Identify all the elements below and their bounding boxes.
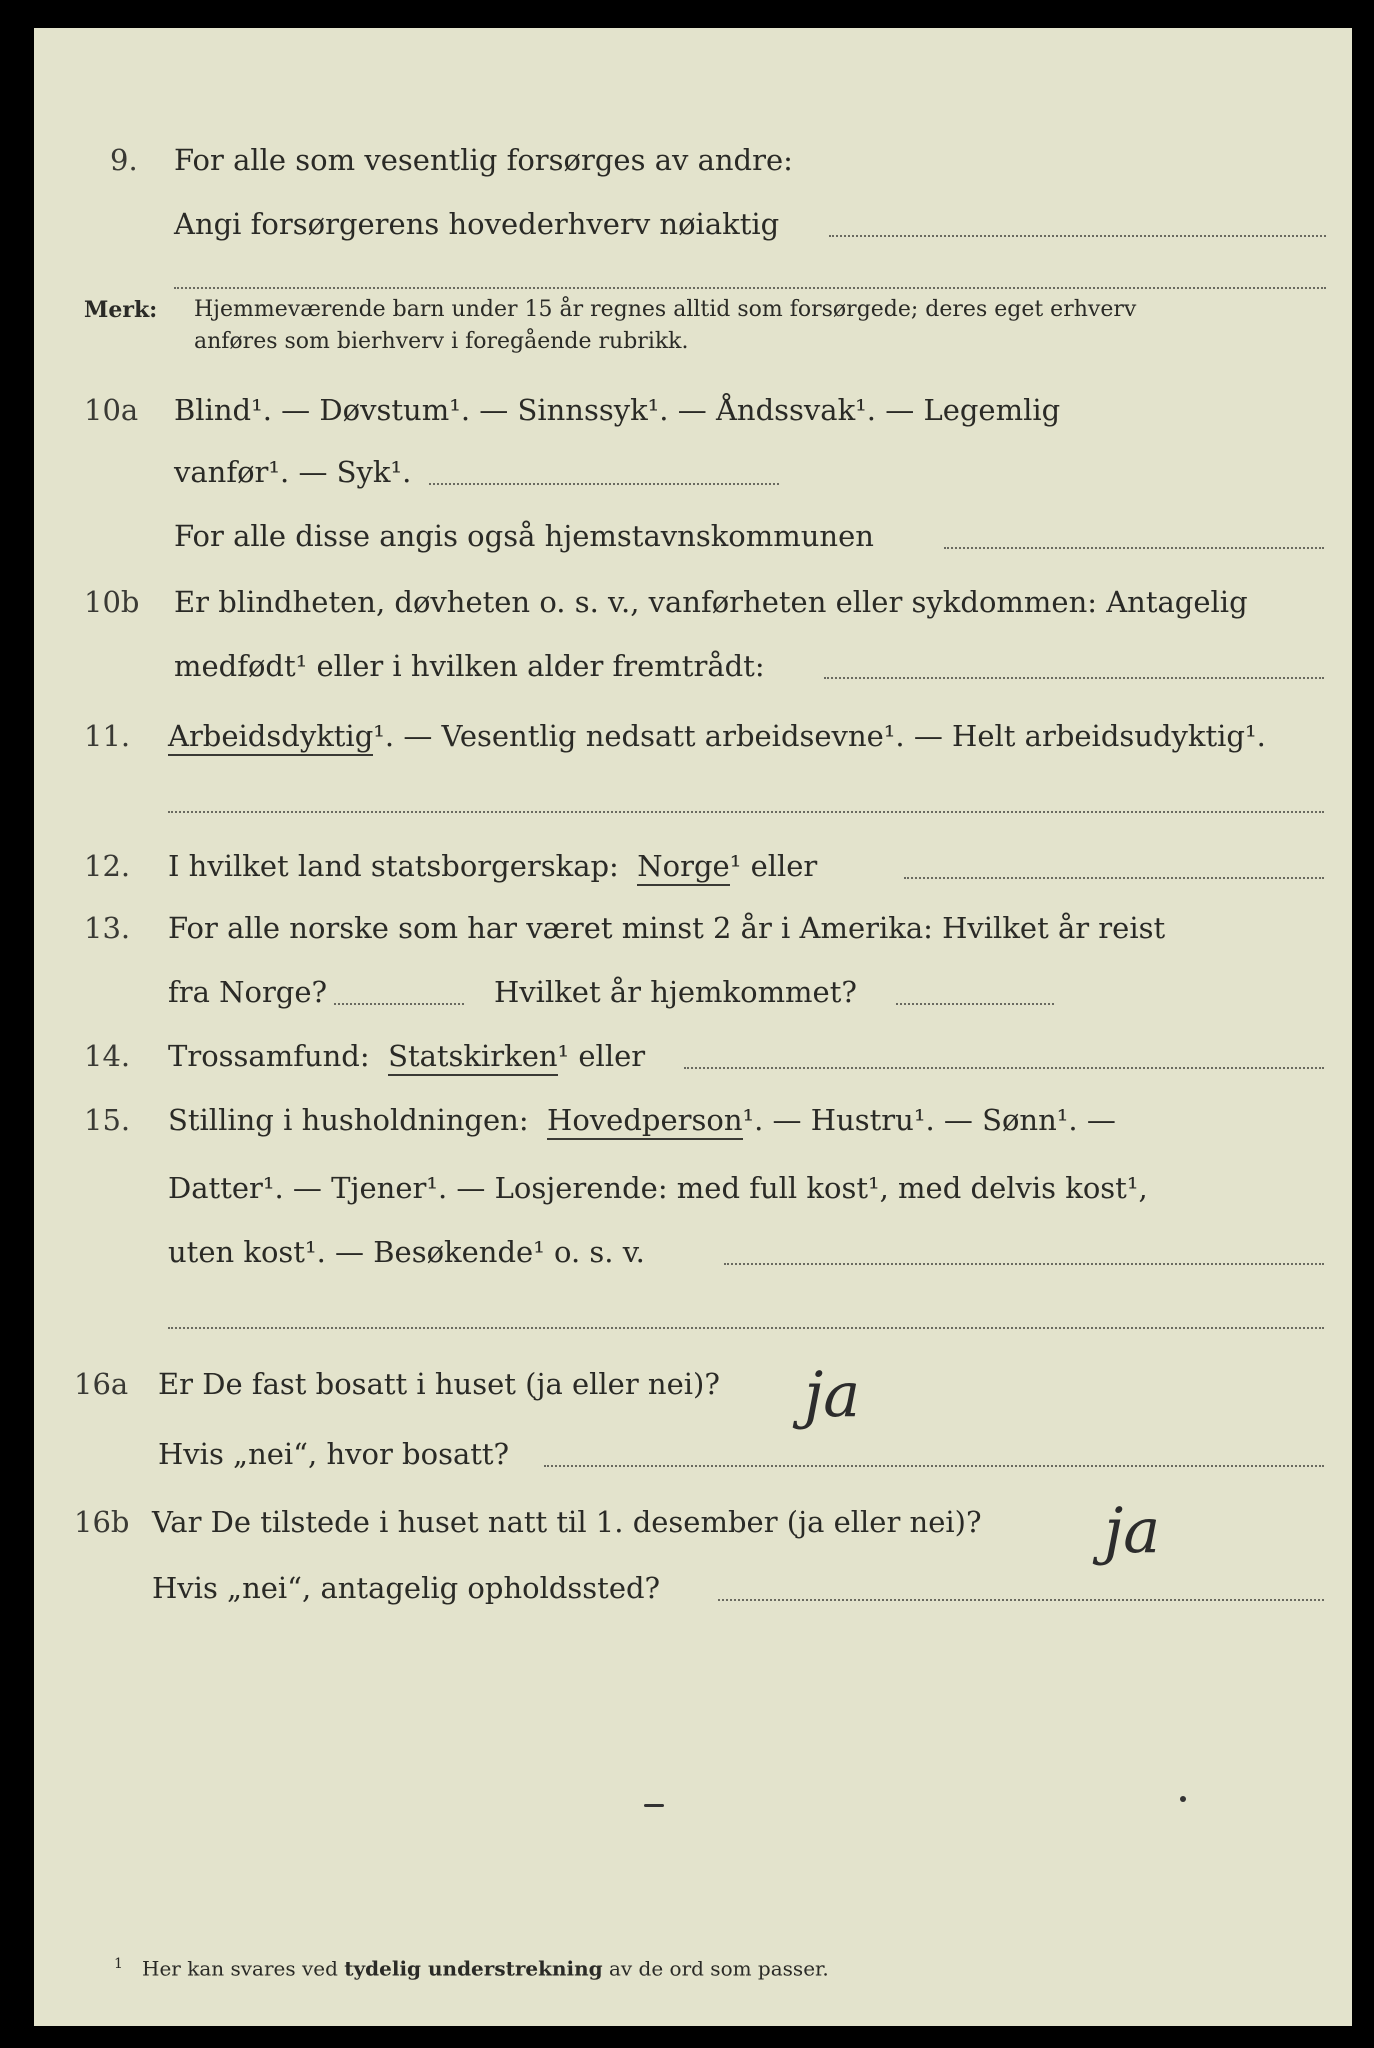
question-text: Hvis „nei“, antagelig opholdssted? <box>152 1571 661 1605</box>
question-number: 12. <box>84 849 131 883</box>
question-text: Er De fast bosatt i huset (ja eller nei)? <box>158 1367 720 1401</box>
footnote-text: Her kan svares ved <box>142 1956 338 1981</box>
question-text-rest: ¹. — Vesentlig nedsatt arbeidsevne¹. — Helt arbeidsudyktig¹. <box>373 719 1266 753</box>
question-number: 16b <box>74 1505 130 1539</box>
question-number: 11. <box>84 719 131 753</box>
footnote-mark: 1 <box>114 1956 123 1972</box>
answer-line[interactable] <box>334 1002 464 1005</box>
question-text: For alle disse angis også hjemstavnskommunen <box>174 519 874 553</box>
underlined-answer: Hovedperson <box>547 1103 742 1140</box>
merk-text: Hjemmeværende barn under 15 år regnes alltid som forsørgede; deres eget erhverv <box>194 297 1137 322</box>
question-text-pre: I hvilket land statsborgerskap: <box>168 849 619 883</box>
question-number: 15. <box>84 1103 131 1137</box>
question-text-pre: Stilling i husholdningen: <box>168 1103 529 1137</box>
question-number: 10a <box>84 393 139 427</box>
answer-line[interactable] <box>684 1066 1324 1069</box>
question-text-post: ¹ eller <box>729 849 818 883</box>
footnote-text: av de ord som passer. <box>608 1956 829 1981</box>
question-number: 13. <box>84 911 131 945</box>
answer-line[interactable] <box>718 1598 1324 1601</box>
answer-line[interactable] <box>896 1002 1054 1005</box>
ink-speck <box>644 1804 664 1807</box>
question-text: Hvilket år hjemkommet? <box>494 975 857 1009</box>
question-number: 16a <box>74 1367 129 1401</box>
footnote <box>114 1956 829 1981</box>
question-number: 9. <box>110 143 138 177</box>
question-text: Datter¹. — Tjener¹. — Losjerende: med full kost¹, med delvis kost¹, <box>168 1171 1148 1205</box>
answer-line[interactable] <box>944 546 1324 549</box>
question-text <box>168 1100 1116 1140</box>
merk-text: anføres som bierhverv i foregående rubrikk. <box>194 329 689 354</box>
question-text <box>168 846 817 886</box>
question-text: uten kost¹. — Besøkende¹ o. s. v. <box>168 1235 645 1269</box>
question-text: Blind¹. — Døvstum¹. — Sinnssyk¹. — Åndssvak¹. — Legemlig <box>174 393 1061 427</box>
handwritten-answer: ja <box>1104 1494 1161 1567</box>
answer-line[interactable] <box>904 876 1324 879</box>
merk-label: Merk: <box>84 297 158 323</box>
census-form-page <box>34 28 1352 2026</box>
question-number: 10b <box>84 585 140 619</box>
question-number: 14. <box>84 1039 131 1073</box>
question-text: Var De tilstede i huset natt til 1. desember (ja eller nei)? <box>152 1505 982 1539</box>
ink-speck <box>1180 1796 1186 1802</box>
question-text: vanfør¹. — Syk¹. <box>174 455 412 489</box>
answer-line[interactable] <box>429 482 779 485</box>
question-text: Hvis „nei“, hvor bosatt? <box>158 1437 510 1471</box>
answer-line[interactable] <box>174 286 1326 289</box>
handwritten-answer: ja <box>804 1358 861 1431</box>
question-text: medfødt¹ eller i hvilken alder fremtrådt: <box>174 649 765 683</box>
question-text: fra Norge? <box>168 975 328 1009</box>
question-text <box>168 716 1266 756</box>
question-text <box>168 1036 645 1076</box>
underlined-answer: Statskirken <box>388 1039 557 1076</box>
question-text: Er blindheten, døvheten o. s. v., vanførheten eller sykdommen: Antagelig <box>174 585 1248 619</box>
question-text-post: ¹. — Hustru¹. — Sønn¹. — <box>742 1103 1116 1137</box>
answer-line[interactable] <box>544 1464 1324 1467</box>
answer-line[interactable] <box>168 810 1324 813</box>
underlined-answer: Arbeidsdyktig <box>168 719 373 756</box>
question-text: For alle som vesentlig forsørges av andre: <box>174 143 793 177</box>
question-text: For alle norske som har været minst 2 år i Amerika: Hvilket år reist <box>168 911 1166 945</box>
question-text: Angi forsørgerens hovederhverv nøiaktig <box>174 207 780 241</box>
question-text-pre: Trossamfund: <box>168 1039 370 1073</box>
footnote-bold-text: tydelig understrekning <box>344 1956 603 1981</box>
answer-line[interactable] <box>829 234 1326 237</box>
answer-line[interactable] <box>724 1262 1324 1265</box>
underlined-answer: Norge <box>637 849 729 886</box>
question-text-post: ¹ eller <box>557 1039 646 1073</box>
answer-line[interactable] <box>168 1326 1324 1329</box>
answer-line[interactable] <box>824 676 1324 679</box>
